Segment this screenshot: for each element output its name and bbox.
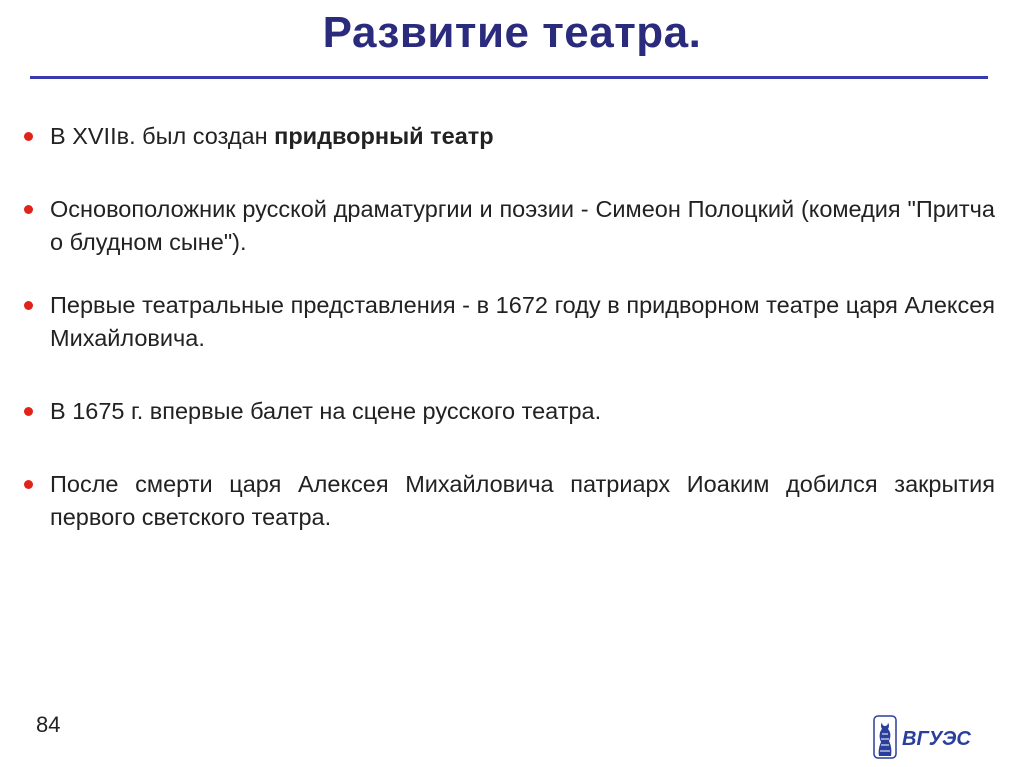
statue-emblem-icon (874, 716, 896, 758)
bullet-dot-icon (24, 407, 33, 416)
bullet-item (20, 193, 995, 259)
bullet-text: После смерти царя Алексея Михайловича патриарх Иоаким добился закрытия первого светского театра. (50, 471, 995, 530)
bullet-dot-icon (24, 205, 33, 214)
logo-text: ВГУЭС (902, 728, 971, 750)
bullet-item (20, 395, 995, 428)
vgues-logo (866, 712, 992, 762)
bullet-text: В XVIIв. был создан (50, 123, 275, 149)
bullet-dot-icon (24, 301, 33, 310)
bullet-text: Основоположник русской драматургии и поэзии - Симеон Полоцкий (комедия "Притча о блудном сыне"). (50, 196, 995, 255)
bullet-item (20, 468, 995, 534)
bullet-item (20, 120, 995, 153)
bullet-dot-icon (24, 480, 33, 489)
title-divider (30, 76, 988, 79)
bullet-text: Первые театральные представления - в 1672 году в придворном театре царя Алексея Михайловича. (50, 292, 995, 351)
slide-title: Развитие театра. (322, 8, 702, 57)
bullet-text-bold: придворный театр (274, 123, 494, 149)
bullet-item (20, 289, 995, 355)
bullet-text: В 1675 г. впервые балет на сцене русского театра. (50, 398, 602, 424)
bullet-list (20, 120, 995, 574)
bullet-dot-icon (24, 132, 33, 141)
page-number: 84 (36, 712, 61, 737)
